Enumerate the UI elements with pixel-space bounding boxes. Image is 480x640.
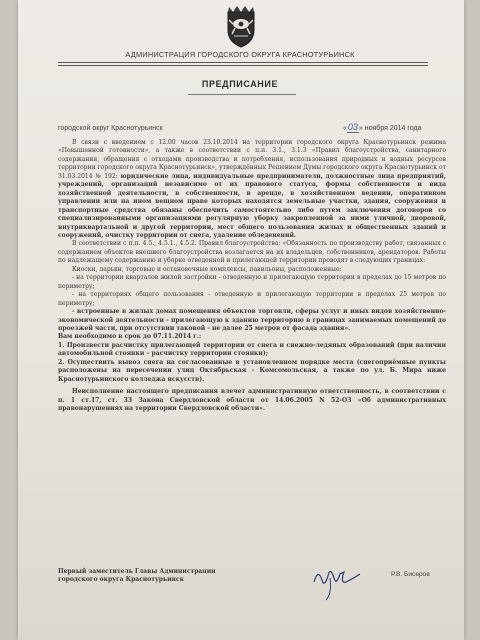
signatory-position-line2: городского округа Краснотурьинск [58, 576, 184, 583]
signatory-name: Р.В. Бисеров [391, 571, 430, 578]
paragraph-deadline: Вам необходимо в срок до 07.11.2014 г.: [58, 333, 202, 341]
date-day-handwritten: 03 [347, 122, 358, 132]
date-prefix: « [343, 125, 347, 132]
paragraph-kiosks: Киоски, ларьки, торговые и остановочные комплексы, павильоны, расположенные: [72, 265, 342, 273]
header-divider [58, 62, 428, 63]
requirement-1: 1. Произвести расчистку прилегающей территории от снега и снежно-ледяных образований (при наличии автомобильной стоянки – расчистку территории стоянки); [58, 341, 446, 358]
signatory-position [58, 568, 216, 584]
paragraph-rules: В соответствии с п.п. 4.5., 4.5.1., 4.5.2. Правил благоустройства: «Обязанность по производству работ, связанных с содержанием объектов внешнего благоустройства возлагается на их владельцев, собственников, арендаторов. Работы по надлежащему содержанию и уборке отведенной и прилегающей территории проводят в следующих границах: [58, 240, 446, 265]
paragraph-intro-obligation: юридические лица, индивидуальные предприниматели, должностные лица предприятий, учреждений, организаций независимо от их правового статуса, формы собственности и вида хозяйственной деятельности, в собственности, в аренде, в хозяйственном ведении, оперативном управлении или на ином вещном праве которых находятся земельные участки, здания, сооружения и транспортные средства обязаны обеспечить самостоятельно либо путем заключения договоров со специализированными организациями регулярную уборку закрепленной за ними уличной, дворовой, внутриквартальной и другой территории, мест общего пользования жилых и общественных зданий и сооружений, очистку территории от снега, удаление обледенений. [58, 172, 446, 239]
requirement-2: 2. Осуществить вывоз снега на согласованные в установленном порядке места (снегоприёмные пункты расположены на пересечении улиц Октябрьская - Комсомольская, а также по ул. Б. Мира ниже Краснотурьинского колледжа искусств). [58, 358, 446, 383]
paragraph-residential-zone: - на территории кварталов жилой застройки - отведенную и прилегающую территории в пределах до 15 метров по периметру; [58, 274, 446, 290]
document-place: городской округ Краснотурьинск [58, 125, 163, 132]
paragraph-liability: Неисполнение настоящего предписания влечет административную ответственность, в соответствии с п. 1 ст.17, ст. 33 Закона Свердловской области от 14.06.2005 N 52-ОЗ «Об административных правонарушениях на территории Свердловской области». [58, 388, 446, 413]
organization-title: АДМИНИСТРАЦИЯ ГОРОДСКОГО ОКРУГА КРАСНОТУРЬИНСК [125, 50, 355, 59]
handwritten-signature-icon [300, 554, 380, 604]
paragraph-intro-text: В связи с введением с 12.00 часов 23.10.2014 на территории городского округа Краснотурьинск режима «Повышенной готовности», а также в соответствии с п.п. 3.1., 3.1.3 «Правил благоустройства, санитарного содержания, обращения с отходами производства и потребления, использования природных и водных ресурсов территории городского округа Краснотурьинск», утверждённых Решением Думы городского округа Краснотурьинск от 31.03.2014 № 192: [58, 139, 446, 180]
document-body [58, 139, 446, 414]
signatory-position-line1: Первый заместитель Главы Администрации [58, 568, 216, 575]
paragraph-intro [58, 139, 446, 240]
header-divider [58, 65, 428, 66]
title-underline [188, 94, 296, 95]
paragraph-public-zone: - на территориях общего пользования - отведенную и прилегающую территории в пределах 25 метров по периметру; [58, 291, 446, 307]
paragraph-built-in-premises: - встроенные в жилых домах помещения объектов торговли, сферы услуг и иных видов хозяйственно-экономической деятельности - прилегающую к зданию территорию в границах занимаемых помещений до проезжей части, при отсутствии таковой - не далее 25 метров от фасада здания». [58, 308, 446, 332]
document-title: ПРЕДПИСАНИЕ [201, 79, 279, 89]
document-date [343, 122, 422, 132]
city-emblem-icon [224, 4, 258, 48]
date-suffix: » ноября 2014 года [358, 125, 422, 132]
